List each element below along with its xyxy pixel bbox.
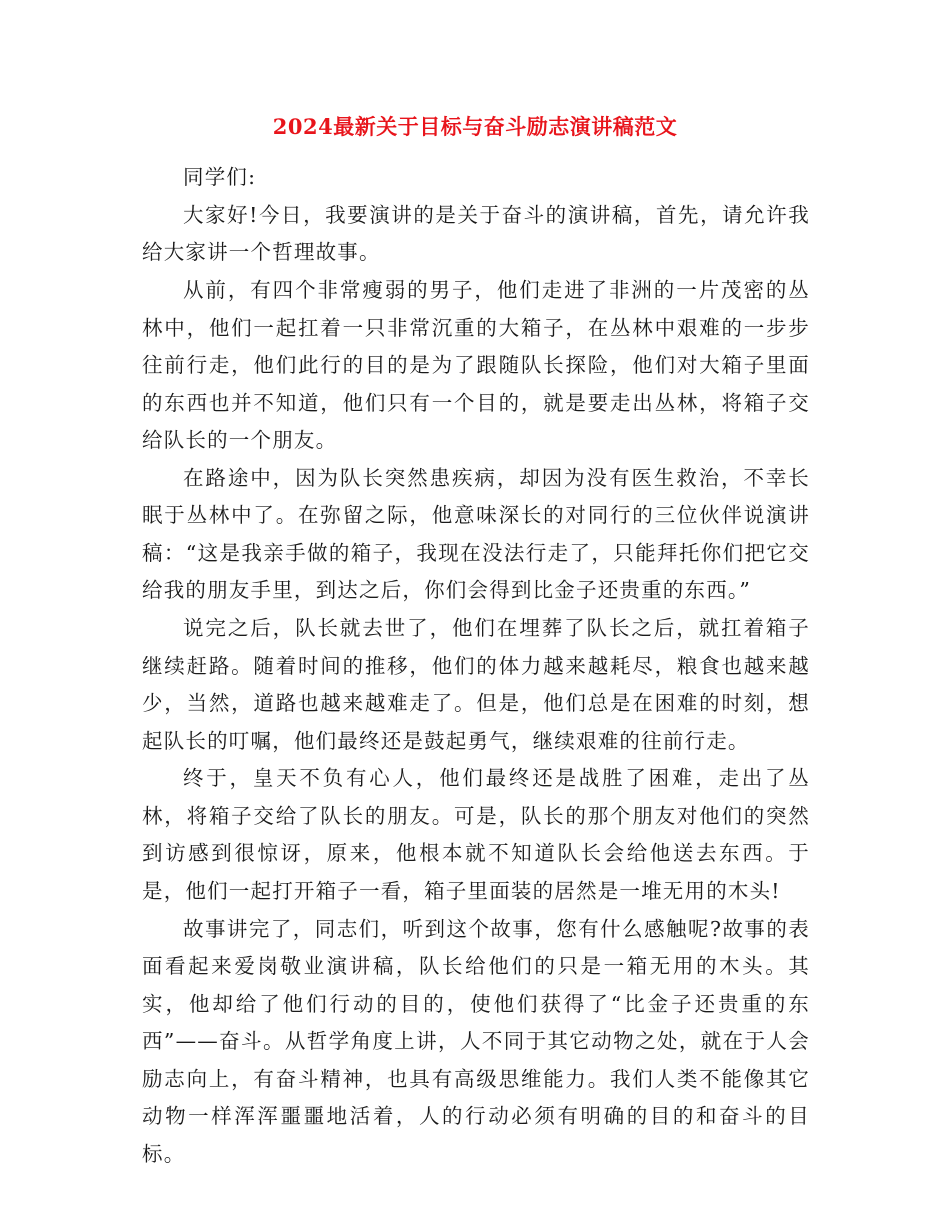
document-body (142, 159, 810, 1174)
paragraph-journey: 说完之后，队长就去世了，他们在埋葬了队长之后，就扛着箱子继续赶路。随着时间的推移，他们的体力越来越耗尽，粮食也越来越少，当然，道路也越来越难走了。但是，他们总是在困难的时刻，想起队长的叮嘱，他们最终还是鼓起勇气，继续艰难的往前行走。 (142, 616, 810, 753)
paragraph-story-start: 从前，有四个非常瘦弱的男子，他们走进了非洲的一片茂密的丛林中，他们一起扛着一只非常沉重的大箱子，在丛林中艰难的一步步往前行走，他们此行的目的是为了跟随队长探险，他们对大箱子里面的东西也并不知道，他们只有一个目的，就是要走出丛林，将箱子交给队长的一个朋友。 (142, 278, 810, 453)
paragraph-salutation: 同学们: (183, 165, 257, 189)
paragraph-arrival: 终于，皇天不负有心人，他们最终还是战胜了困难，走出了丛林，将箱子交给了队长的朋友。可是，队长的那个朋友对他们的突然到访感到很惊讶，原来，他根本就不知道队长会给他送去东西。于是，他们一起打开箱子一看，箱子里面装的居然是一堆无用的木头! (142, 766, 810, 903)
paragraph-reflection: 故事讲完了，同志们，听到这个故事，您有什么感触呢?故事的表面看起来爱岗敬业演讲稿，队长给他们的只是一箱无用的木头。其实，他却给了他们行动的目的，使他们获得了“比金子还贵重的东西”——奋斗。从哲学角度上讲，人不同于其它动物之处，就在于人会励志向上，有奋斗精神，也具有高级思维能力。我们人类不能像其它动物一样浑浑噩噩地活着，人的行动必须有明确的目的和奋斗的目标。 (142, 916, 810, 1166)
document-title: 2024最新关于目标与奋斗励志演讲稿范文 (272, 114, 678, 139)
paragraph-captain-illness: 在路途中，因为队长突然患疾病，却因为没有医生救治，不幸长眠于丛林中了。在弥留之际，他意味深长的对同行的三位伙伴说演讲稿：“这是我亲手做的箱子，我现在没法行走了，只能拜托你们把它交给我的朋友手里，到达之后，你们会得到比金子还贵重的东西。” (142, 465, 810, 603)
paragraph-greeting: 大家好!今日，我要演讲的是关于奋斗的演讲稿，首先，请允许我给大家讲一个哲理故事。 (142, 202, 810, 265)
